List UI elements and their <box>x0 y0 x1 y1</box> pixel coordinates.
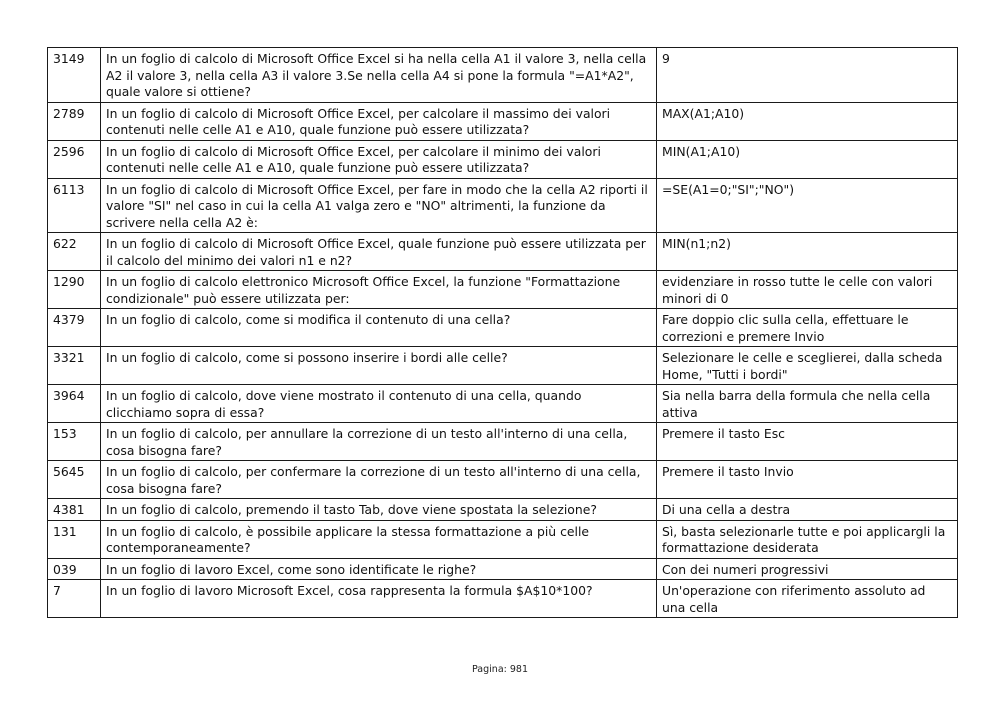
question-cell: In un foglio di calcolo, dove viene mostrato il contenuto di una cella, quando clicchiamo sopra di essa? <box>101 385 657 423</box>
answer-cell: Fare doppio clic sulla cella, effettuare le correzioni e premere Invio <box>657 309 958 347</box>
question-id-cell: 4381 <box>48 499 101 521</box>
question-id-cell: 1290 <box>48 271 101 309</box>
answer-cell: Selezionare le celle e sceglierei, dalla scheda Home, "Tutti i bordi" <box>657 347 958 385</box>
questions-table-body <box>48 48 958 618</box>
question-id-cell: 5645 <box>48 461 101 499</box>
table-row <box>48 499 958 521</box>
question-cell: In un foglio di calcolo di Microsoft Office Excel, quale funzione può essere utilizzata per il calcolo del minimo dei valori n1 e n2? <box>101 233 657 271</box>
question-id-cell: 7 <box>48 580 101 618</box>
question-cell: In un foglio di calcolo di Microsoft Office Excel, per calcolare il massimo dei valori contenuti nelle celle A1 e A10, quale funzione può essere utilizzata? <box>101 102 657 140</box>
question-cell: In un foglio di lavoro Microsoft Excel, cosa rappresenta la formula $A$10*100? <box>101 580 657 618</box>
table-row <box>48 271 958 309</box>
table-row <box>48 461 958 499</box>
answer-cell: MAX(A1;A10) <box>657 102 958 140</box>
table-row <box>48 178 958 233</box>
question-id-cell: 3321 <box>48 347 101 385</box>
question-id-cell: 3149 <box>48 48 101 103</box>
table-row <box>48 309 958 347</box>
question-cell: In un foglio di calcolo, è possibile applicare la stessa formattazione a più celle contemporaneamente? <box>101 520 657 558</box>
page-number: Pagina: 981 <box>472 664 528 675</box>
answer-cell: Un'operazione con riferimento assoluto ad una cella <box>657 580 958 618</box>
question-cell: In un foglio di calcolo, come si modifica il contenuto di una cella? <box>101 309 657 347</box>
table-row <box>48 580 958 618</box>
question-cell: In un foglio di calcolo, premendo il tasto Tab, dove viene spostata la selezione? <box>101 499 657 521</box>
question-id-cell: 039 <box>48 558 101 580</box>
question-cell: In un foglio di lavoro Excel, come sono identificate le righe? <box>101 558 657 580</box>
question-cell: In un foglio di calcolo di Microsoft Office Excel si ha nella cella A1 il valore 3, nella cella A2 il valore 3, nella cella A3 il valore 3.Se nella cella A4 si pone la formula "=A1*A2", quale valore si ottiene? <box>101 48 657 103</box>
question-cell: In un foglio di calcolo, per annullare la correzione di un testo all'interno di una cella, cosa bisogna fare? <box>101 423 657 461</box>
question-cell: In un foglio di calcolo elettronico Microsoft Office Excel, la funzione "Formattazione condizionale" può essere utilizzata per: <box>101 271 657 309</box>
question-id-cell: 622 <box>48 233 101 271</box>
table-row <box>48 48 958 103</box>
question-id-cell: 153 <box>48 423 101 461</box>
question-cell: In un foglio di calcolo, come si possono inserire i bordi alle celle? <box>101 347 657 385</box>
table-row <box>48 423 958 461</box>
question-id-cell: 3964 <box>48 385 101 423</box>
table-row <box>48 233 958 271</box>
answer-cell: MIN(A1;A10) <box>657 140 958 178</box>
answer-cell: Sia nella barra della formula che nella cella attiva <box>657 385 958 423</box>
table-row <box>48 558 958 580</box>
answer-cell: Premere il tasto Invio <box>657 461 958 499</box>
answer-cell: Premere il tasto Esc <box>657 423 958 461</box>
table-row <box>48 385 958 423</box>
table-row <box>48 102 958 140</box>
question-id-cell: 4379 <box>48 309 101 347</box>
answer-cell: MIN(n1;n2) <box>657 233 958 271</box>
question-cell: In un foglio di calcolo di Microsoft Office Excel, per calcolare il minimo dei valori contenuti nelle celle A1 e A10, quale funzione può essere utilizzata? <box>101 140 657 178</box>
question-cell: In un foglio di calcolo, per confermare la correzione di un testo all'interno di una cella, cosa bisogna fare? <box>101 461 657 499</box>
question-cell: In un foglio di calcolo di Microsoft Office Excel, per fare in modo che la cella A2 riporti il valore "SI" nel caso in cui la cella A1 valga zero e "NO" altrimenti, la funzione da scrivere nella cella A2 è: <box>101 178 657 233</box>
answer-cell: evidenziare in rosso tutte le celle con valori minori di 0 <box>657 271 958 309</box>
question-id-cell: 2596 <box>48 140 101 178</box>
answer-cell: Con dei numeri progressivi <box>657 558 958 580</box>
question-id-cell: 2789 <box>48 102 101 140</box>
table-row <box>48 140 958 178</box>
answer-cell: Di una cella a destra <box>657 499 958 521</box>
table-row <box>48 520 958 558</box>
question-id-cell: 131 <box>48 520 101 558</box>
answer-cell: =SE(A1=0;"SI";"NO") <box>657 178 958 233</box>
answer-cell: 9 <box>657 48 958 103</box>
table-row <box>48 347 958 385</box>
question-id-cell: 6113 <box>48 178 101 233</box>
answer-cell: Sì, basta selezionarle tutte e poi applicargli la formattazione desiderata <box>657 520 958 558</box>
questions-table <box>47 47 958 618</box>
